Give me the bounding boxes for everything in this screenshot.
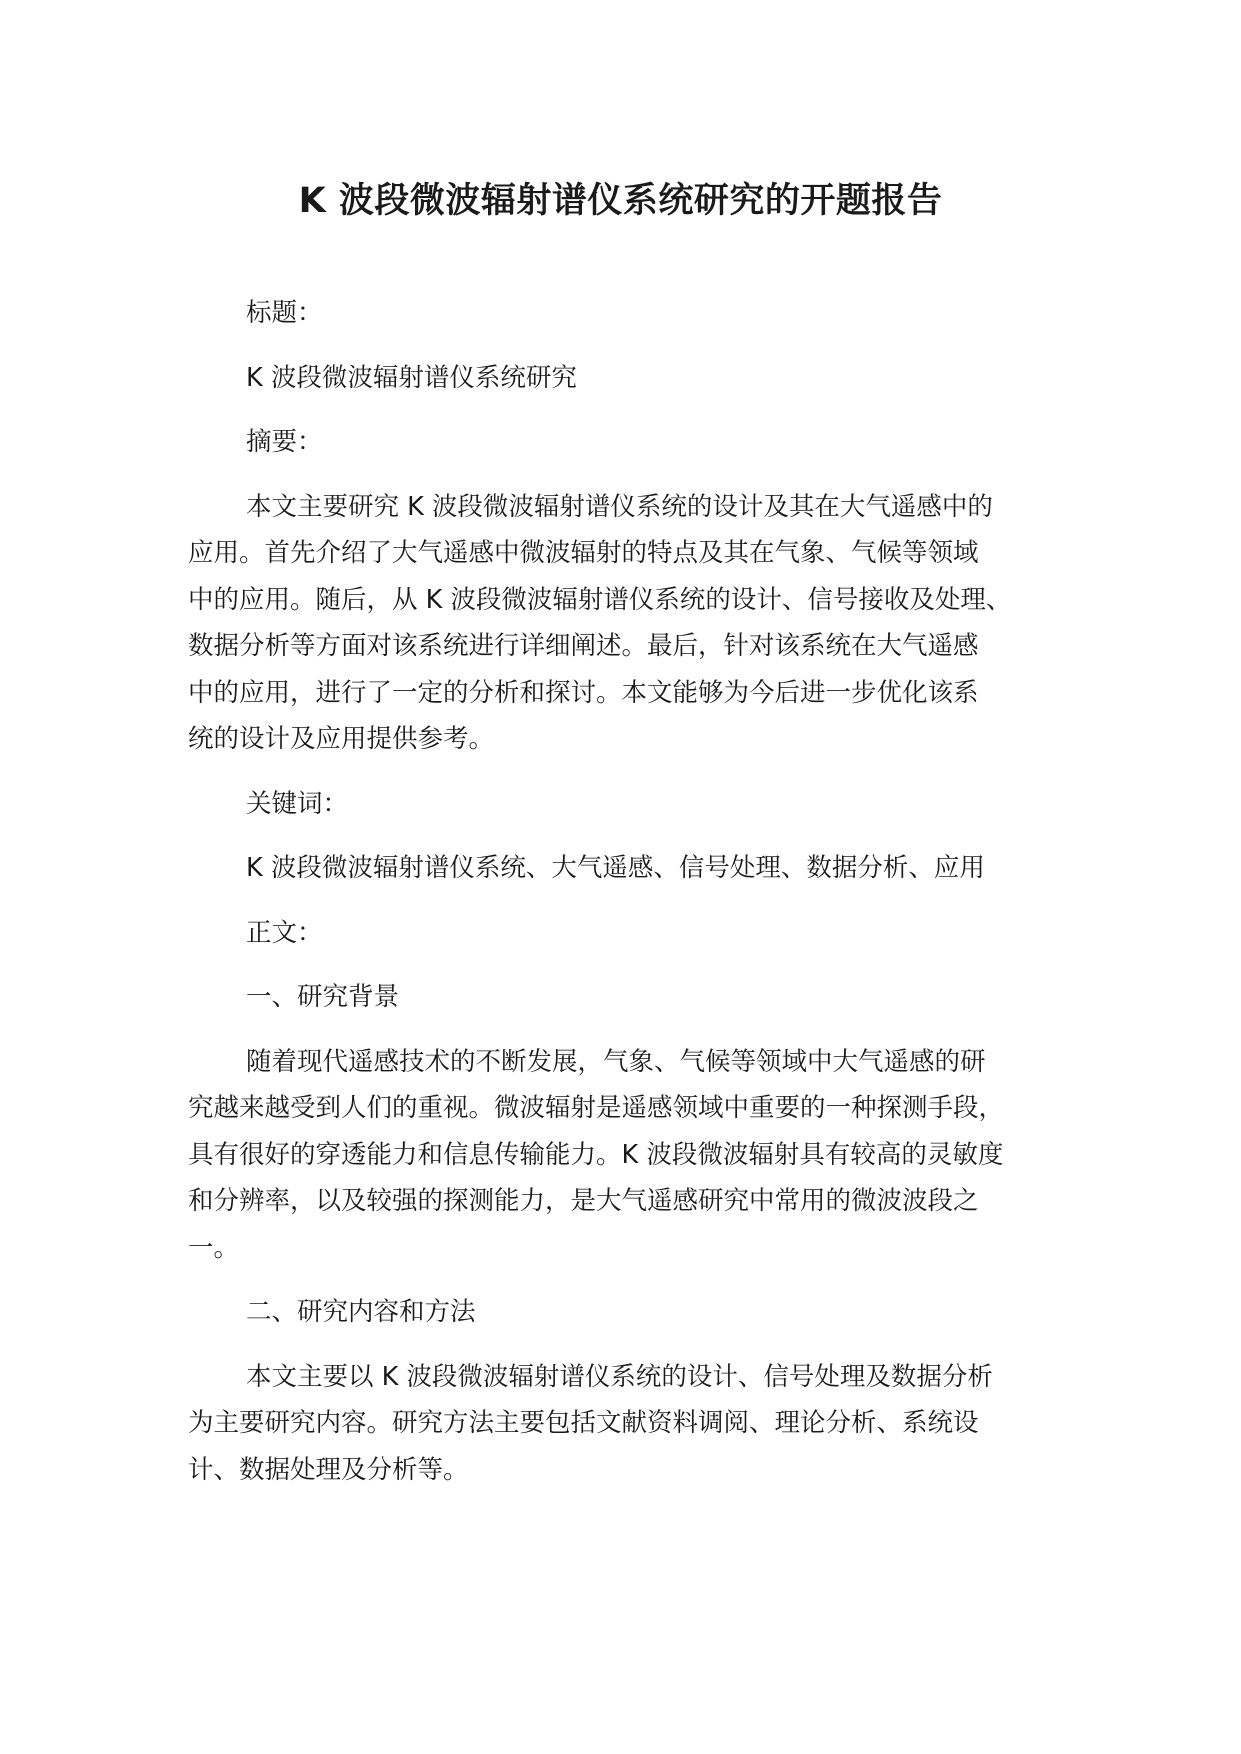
content-methods-line: 本文主要以 K 波段微波辐射谱仪系统的设计、信号处理及数据分析	[246, 1361, 993, 1392]
abstract-line: 数据分析等方面对该系统进行详细阐述。最后，针对该系统在大气遥感	[188, 631, 979, 661]
abstract-line: 统的设计及应用提供参考。	[188, 724, 495, 754]
background-line: 究越来越受到人们的重视。微波辐射是遥感领域中重要的一种探测手段，	[188, 1093, 1005, 1123]
background-line: 一。	[188, 1232, 240, 1263]
abstract-line: 中的应用。随后，从 K 波段微波辐射谱仪系统的设计、信号接收及处理、	[188, 584, 1012, 615]
title-value: K 波段微波辐射谱仪系统研究	[246, 362, 577, 393]
abstract-line: 本文主要研究 K 波段微波辐射谱仪系统的设计及其在大气遥感中的	[246, 491, 993, 522]
section-heading-background: 一、研究背景	[246, 982, 400, 1012]
keywords-label: 关键词：	[246, 788, 349, 819]
keywords-value: K 波段微波辐射谱仪系统、大气遥感、信号处理、数据分析、应用	[246, 853, 985, 883]
document-title: K 波段微波辐射谱仪系统研究的开题报告	[298, 181, 943, 221]
section-heading-content-methods: 二、研究内容和方法	[246, 1297, 476, 1327]
abstract-paragraph	[188, 484, 1088, 763]
body-label: 正文：	[246, 917, 323, 948]
background-line: 和分辨率，以及较强的探测能力，是大气遥感研究中常用的微波波段之	[188, 1186, 979, 1216]
title-label: 标题：	[246, 298, 323, 328]
abstract-line: 应用。首先介绍了大气遥感中微波辐射的特点及其在气象、气候等领域	[188, 538, 979, 568]
content-methods-line: 为主要研究内容。研究方法主要包括文献资料调阅、理论分析、系统设	[188, 1408, 979, 1438]
content-methods-paragraph	[188, 1354, 1088, 1494]
background-paragraph	[188, 1039, 1088, 1272]
abstract-label: 摘要：	[246, 427, 323, 457]
document-body	[188, 290, 1088, 1511]
abstract-line: 中的应用，进行了一定的分析和探讨。本文能够为今后进一步优化该系	[188, 677, 979, 708]
background-line: 随着现代遥感技术的不断发展，气象、气候等领域中大气遥感的研	[246, 1046, 986, 1077]
content-methods-line: 计、数据处理及分析等。	[188, 1454, 469, 1485]
background-line: 具有很好的穿透能力和信息传输能力。K 波段微波辐射具有较高的灵敏度	[188, 1139, 1004, 1170]
